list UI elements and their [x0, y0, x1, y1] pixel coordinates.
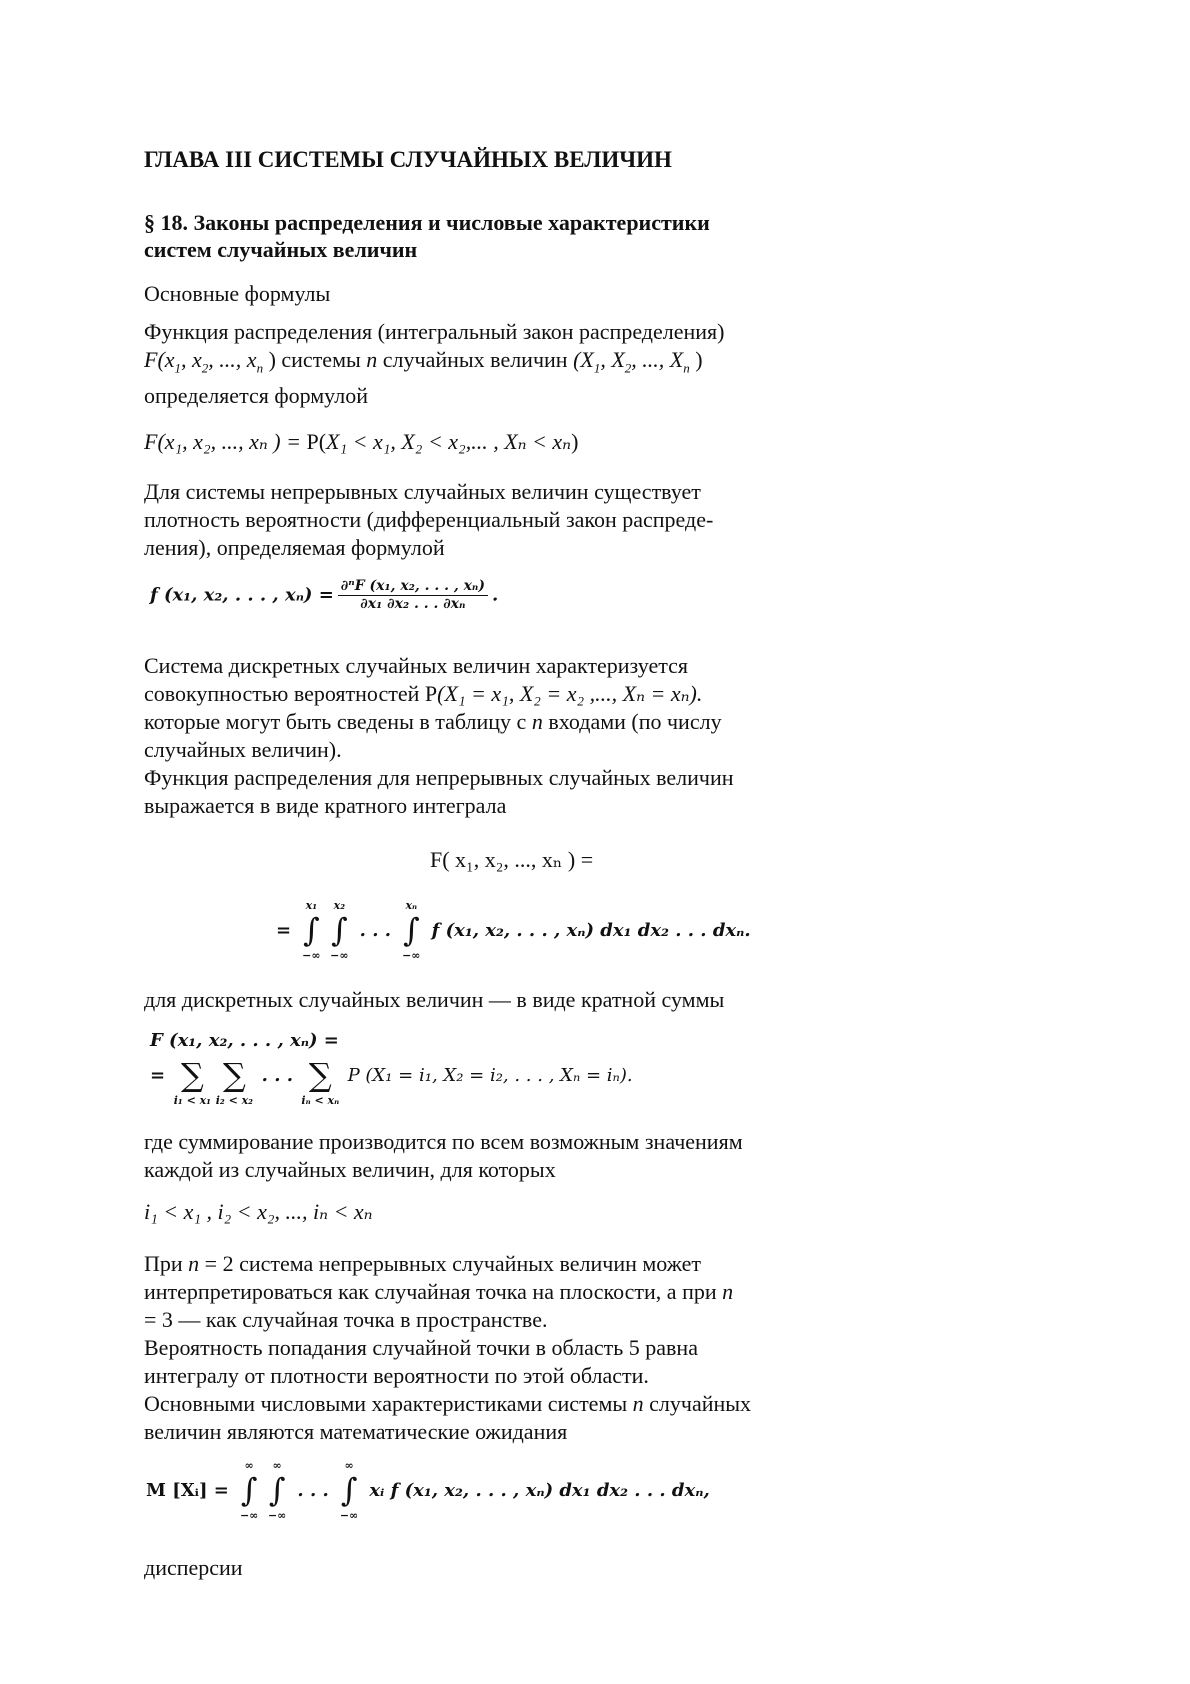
density-fraction: $\frac{\text{∂ⁿF (x₁, x₂, . . . , xₙ)}}{\text{∂x₁ ∂x₂ . . . ∂xₙ}}$	[338, 578, 488, 613]
p2-line-3: ления), определяемая формулой	[144, 535, 445, 560]
p6-line-7: величин являются математические ожидания	[144, 1419, 568, 1444]
p5-line-1: где суммирование производится по всем возможным значениям	[144, 1129, 743, 1154]
p6-line-5: интегралу от плотности вероятности по этой области.	[144, 1363, 649, 1388]
paragraph-variance: дисперсии	[144, 1555, 243, 1580]
integral-m-1: ∞ ∫ −∞	[239, 1459, 259, 1522]
p3-line-1: Система дискретных случайных величин характеризуется	[144, 653, 689, 678]
formula-multiple-integral: = x₁ ∫ −∞ x₂ ∫ −∞ . . . xₙ ∫ −∞ f (x₁, x₂, . . . , xₙ) dx₁ dx₂ . . . dxₙ.	[276, 899, 751, 962]
paragraph-density	[144, 478, 1044, 562]
p3-line-5: Функция распределения для непрерывных случайных величин	[144, 765, 734, 790]
paragraph-summation	[144, 1128, 1044, 1184]
p3-line-6: выражается в виде кратного интеграла	[144, 793, 507, 818]
paragraph-interpretation: При n = 2 система непрерывных случайных величин может интерпретироваться как случайная точка на плоскости, а при n = 3 — как случайная точка в пространстве. Вероятность попадания случайной точки в область 5 равна интегралу от плотности вероятности по этой области. Основными числовыми характеристиками системы n случайных величин являются математические ожидания	[144, 1251, 752, 1444]
formula-density: f (x₁, x₂, . . . , xₙ) = $\frac{\text{∂ⁿF (x₁, x₂, . . . , xₙ)}}{\text{∂x₁ ∂x₂ . . . ∂xₙ}}$ .	[150, 578, 499, 612]
section-title	[144, 209, 1044, 263]
sum-n: ∑ iₙ < xₙ	[301, 1056, 340, 1107]
p5-line-2: каждой из случайных величин, для которых	[144, 1157, 556, 1182]
formula-F-centered: F( x₁, x₂, ..., xₙ ) =	[430, 847, 594, 872]
formula-distribution-function: F(x₁, x₂, ..., xₙ ) = P(X₁ < x₁, X₂ < x₂,... , Xₙ < xₙ)	[144, 429, 579, 454]
integral-n: xₙ ∫ −∞	[402, 899, 421, 962]
p6-line-3: = 3 — как случайная точка в пространстве.	[144, 1307, 548, 1332]
paragraph-discrete-sum: для дискретных случайных величин — в виде кратной суммы	[144, 987, 725, 1012]
integral-m-n: ∞ ∫ −∞	[339, 1459, 359, 1522]
integral-1: x₁ ∫ −∞	[302, 899, 321, 962]
p3-line-4: случайных величин).	[144, 737, 342, 762]
formula-multiple-sum: F (x₁, x₂, . . . , xₙ) = = ∑ i₁ < x₁ ∑ i₂ < x₂ . . . ∑ iₙ < xₙ P (X₁ = i₁, X₂ = i₂, . . . , Xₙ = iₙ).	[150, 1030, 633, 1107]
paragraph-discrete: Система дискретных случайных величин характеризуется совокупностью вероятностей P(X₁ = x₁, X₂ = x₂ ,..., Xₙ = xₙ). которые могут быть сведены в таблицу с n входами (по числу случайных величин). Функция распределения для непрерывных случайных величин выражается в виде кратного интеграла	[144, 653, 734, 818]
p2-line-1: Для системы непрерывных случайных величин существует	[144, 479, 701, 504]
p2-line-2: плотность вероятности (дифференциальный закон распреде-	[144, 507, 714, 532]
sum-1: ∑ i₁ < x₁	[173, 1056, 211, 1107]
integral-2: x₂ ∫ −∞	[330, 899, 349, 962]
p1-line-1: Функция распределения (интегральный закон распределения)	[144, 319, 725, 344]
formula-expectation: M [Xᵢ] = ∞ ∫ −∞ ∞ ∫ −∞ . . . ∞ ∫ −∞ xᵢ f (x₁, x₂, . . . , xₙ) dx₁ dx₂ . . . dxₙ,	[146, 1459, 710, 1522]
paragraph-distribution-function: Функция распределения (интегральный закон распределения) $F(x_1$, $x_2$, ..., $x_n$ ) системы n случайных величин ($X_1$, $X_2$, ..., $X_n$ ) определяется формулой	[144, 319, 725, 409]
section-title-line-2: систем случайных величин	[144, 237, 418, 262]
subheading: Основные формулы	[144, 281, 331, 306]
summation-condition: i₁ < x₁ , i₂ < x₂, ..., iₙ < xₙ	[144, 1199, 373, 1224]
p1-line-3: определяется формулой	[144, 383, 368, 409]
chapter-title: ГЛАВА III СИСТЕМЫ СЛУЧАЙНЫХ ВЕЛИЧИН	[144, 147, 672, 172]
sum-line-1: F (x₁, x₂, . . . , xₙ) =	[150, 1030, 339, 1051]
section-title-line-1: § 18. Законы распределения и числовые характеристики	[144, 210, 710, 235]
sum-2: ∑ i₂ < x₂	[215, 1056, 253, 1107]
integral-m-2: ∞ ∫ −∞	[267, 1459, 287, 1522]
p6-line-4: Вероятность попадания случайной точки в область 5 равна	[144, 1335, 698, 1360]
